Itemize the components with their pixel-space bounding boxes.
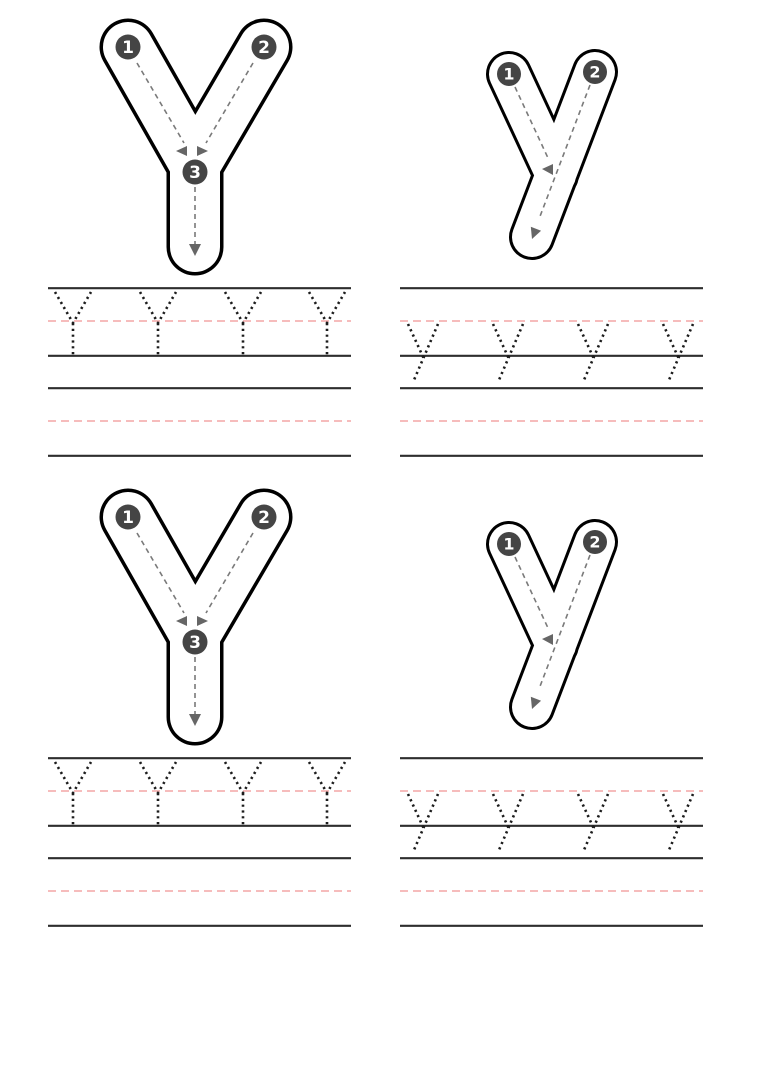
worksheet-bottom-half bbox=[48, 505, 703, 926]
worksheet-top-half bbox=[48, 35, 703, 456]
worksheet-canvas: 1 2 3 1 bbox=[0, 0, 768, 1086]
